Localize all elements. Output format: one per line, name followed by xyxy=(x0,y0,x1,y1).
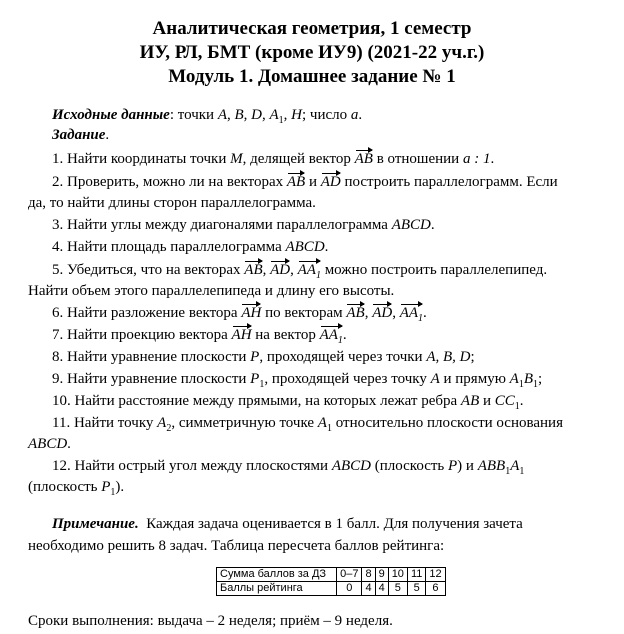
task-2: 2. Проверить, можно ли на векторах AB и AD построить параллелограмм. Если xyxy=(52,174,558,190)
task-5-cont: Найти объем этого параллелепипеда и длину его высоты. xyxy=(28,283,395,299)
given-data: Исходные данные: точки A, B, D, $A_1$, H; число a. xyxy=(52,107,363,126)
title-line-3: Модуль 1. Домашнее задание № 1 xyxy=(168,66,456,87)
task-6: 6. Найти разложение вектора AH по векторам AB, AD, $AA_1$. xyxy=(52,303,614,329)
deadline: Сроки выполнения: выдача – 2 неделя; приём – 9 неделя. xyxy=(28,613,393,629)
task-label: Задание. xyxy=(52,127,110,143)
task-4: 4. Найти площадь параллелограмма ABCD. xyxy=(52,239,329,255)
title-line-1: Аналитическая геометрия, 1 семестр xyxy=(152,18,472,39)
given-label: Исходные данные xyxy=(52,107,170,123)
note-line-1: Примечание. Каждая задача оценивается в 1 балл. Для получения зачета xyxy=(52,516,523,532)
task-11: 11. Найти точку $A_2$, симметричную точке $A_1$ относительно плоскости основания xyxy=(52,415,563,434)
task-9: 9. Найти уравнение плоскости $P_1$, проходящей через точку A и прямую $A_1B_1$; xyxy=(52,371,543,390)
score-table xyxy=(216,567,446,596)
task-5: 5. Убедиться, что на векторах AB, AD, $AA_1$ можно построить параллелепипед. xyxy=(52,260,614,286)
task-1: 1. Найти координаты точки M, делящей вектор AB в отношении a : 1. xyxy=(52,151,495,167)
vector-ab: AB xyxy=(354,151,373,167)
task-7: 7. Найти проекцию вектора AH на вектор $AA_1$. xyxy=(52,325,614,351)
note-line-2: необходимо решить 8 задач. Таблица пересчета баллов рейтинга: xyxy=(28,538,445,554)
task-11-cont: ABCD. xyxy=(28,436,71,452)
task-3: 3. Найти углы между диагоналями параллелограмма ABCD. xyxy=(52,217,435,233)
task-10: 10. Найти расстояние между прямыми, на которых лежат ребра AB и $CC_1$. xyxy=(52,393,524,412)
score-row-sum: Сумма баллов за ДЗ 0–7 8 9 10 11 12 xyxy=(217,568,446,582)
task-12-cont: (плоскость $P_1$). xyxy=(28,479,125,498)
task-8: 8. Найти уравнение плоскости P, проходящей через точки A, B, D; xyxy=(52,349,475,365)
title-line-2: ИУ, РЛ, БМТ (кроме ИУ9) (2021-22 уч.г.) xyxy=(139,42,485,63)
task-2-cont: да, то найти длины сторон параллелограмма. xyxy=(28,195,316,211)
task-12: 12. Найти острый угол между плоскостями ABCD (плоскость P) и $ABB_1A_1$ xyxy=(52,458,525,477)
score-row-rating: Баллы рейтинга 0 4 4 5 5 6 xyxy=(217,582,446,596)
